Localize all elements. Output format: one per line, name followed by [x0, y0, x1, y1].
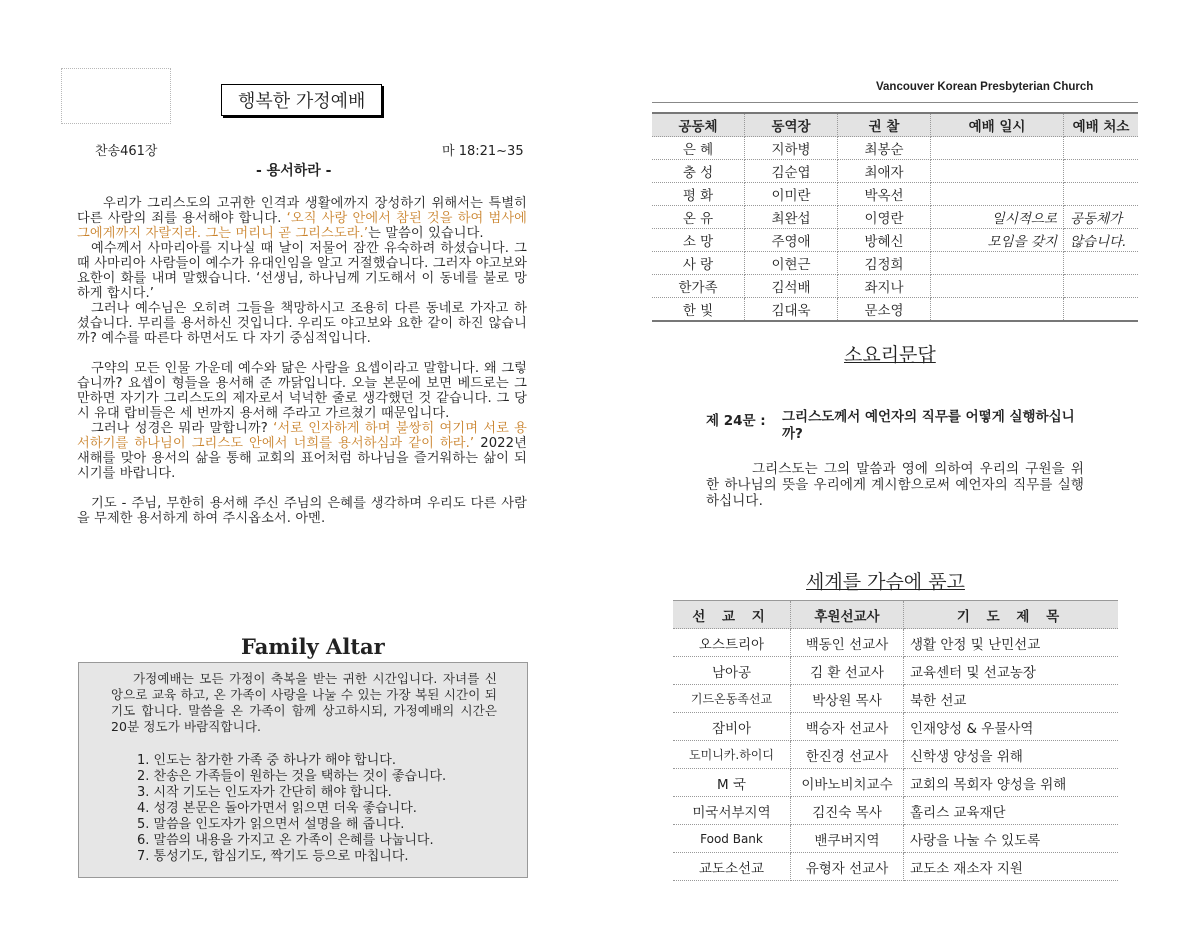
table-row: [673, 657, 1118, 685]
table-row: [652, 229, 1138, 252]
table-cell: [1064, 137, 1139, 160]
sermon-paragraph-3: 그러나 예수님은 오히려 그들을 책망하시고 조용히 다른 동네로 가자고 하셨습니다. 무리를 용서하신 것입니다. 우리도 야고보와 요한 같이 하진 않습니까? 예수를 따른다 하면서도 다 자기 중심적입니다.: [77, 301, 527, 346]
table-cell: 일시적으로: [931, 206, 1064, 229]
table-row: [673, 825, 1118, 853]
table-cell: 최완섭: [745, 206, 838, 229]
family-altar-intro: 가정예배는 모든 가정이 축복을 받는 귀한 시간입니다. 자녀를 신앙으로 교육 하고, 온 가족이 사랑을 나눌 수 있는 가장 복된 시간이 되기도 합니다. 말씀을 온 가족이 함께 상고하시되, 가정예배의 시간은 20분 정도가 바람직합니다.: [111, 671, 497, 734]
table-cell: 은 혜: [652, 137, 745, 160]
table-row: [673, 629, 1118, 657]
family-altar-title: Family Altar: [241, 634, 385, 659]
table-cell: 남아공: [673, 657, 791, 685]
table-cell: [1064, 183, 1139, 206]
list-item: 1. 인도는 참가한 가족 중 하나가 해야 합니다.: [137, 753, 396, 768]
table-cell: 소 망: [652, 229, 745, 252]
table-row: [652, 252, 1138, 275]
paragraph-text: 는 말씀이 있습니다.: [368, 226, 484, 241]
table-cell: [1064, 252, 1139, 275]
table-cell: M 국: [673, 769, 791, 797]
table-cell: 온 유: [652, 206, 745, 229]
table-cell: 평 화: [652, 183, 745, 206]
scripture-quote: ‘서로 인자하게 하며 불쌍히 여기며 서로 용서하기를 하나님이 그리스도 안에서 너희를 용서하심과 같이 하라.’: [77, 421, 528, 451]
list-item: 7. 통성기도, 합심기도, 짝기도 등으로 마칩니다.: [137, 849, 409, 864]
table-cell: 교도소선교: [673, 853, 791, 881]
list-item: 5. 말씀을 인도자가 읽으면서 설명을 해 줍니다.: [137, 817, 405, 832]
table-cell: 교육센터 및 선교농장: [904, 657, 1119, 685]
table-row: [673, 741, 1118, 769]
corner-placeholder-box: [61, 68, 171, 124]
table-row: [652, 206, 1138, 229]
table-row: [652, 183, 1138, 206]
table-cell: 김석배: [745, 275, 838, 298]
table-header-row: [652, 113, 1138, 137]
table-cell: 인재양성 & 우물사역: [904, 713, 1119, 741]
table-row: [673, 853, 1118, 881]
table-cell: 홀리스 교육재단: [904, 797, 1119, 825]
table-row: [673, 769, 1118, 797]
table-cell: 모임을 갖지: [931, 229, 1064, 252]
table-cell: 한 빛: [652, 298, 745, 322]
column-header: 예배 처소: [1064, 113, 1139, 137]
table-row: [673, 797, 1118, 825]
list-item: 3. 시작 기도는 인도자가 간단히 해야 합니다.: [137, 785, 392, 800]
missions-title: 세계를 가슴에 품고: [806, 571, 965, 593]
table-cell: 김대욱: [745, 298, 838, 322]
column-header: 후원선교사: [791, 601, 904, 629]
table-cell: 미국서부지역: [673, 797, 791, 825]
sermon-paragraph-1: [77, 196, 527, 241]
column-header: 예배 일시: [931, 113, 1064, 137]
church-name: Vancouver Korean Presbyterian Church: [876, 81, 1094, 93]
table-cell: [1064, 275, 1139, 298]
table-cell: 북한 선교: [904, 685, 1119, 713]
table-cell: 신학생 양성을 위해: [904, 741, 1119, 769]
table-cell: 공동체가: [1064, 206, 1139, 229]
table-cell: 한진경 선교사: [791, 741, 904, 769]
table-cell: 이바노비치교수: [791, 769, 904, 797]
scripture-reference: 마 18:21~35: [442, 144, 524, 159]
table-cell: 김정희: [838, 252, 931, 275]
table-row: [652, 275, 1138, 298]
missions-table: [673, 600, 1118, 881]
table-cell: 않습니다.: [1064, 229, 1139, 252]
fellowship-schedule-table: [652, 112, 1138, 322]
table-cell: 유형자 선교사: [791, 853, 904, 881]
table-cell: 김진숙 목사: [791, 797, 904, 825]
catechism-title: 소요리문답: [844, 344, 936, 366]
catechism-answer: 그리스도는 그의 말씀과 영에 의하여 우리의 구원을 위한 하나님의 뜻을 우리에게 계시함으로써 예언자의 직무를 실행하십니다.: [706, 461, 1084, 509]
table-cell: [931, 252, 1064, 275]
table-cell: 박옥선: [838, 183, 931, 206]
table-cell: 방혜신: [838, 229, 931, 252]
table-row: [652, 298, 1138, 322]
table-cell: 이미란: [745, 183, 838, 206]
table-cell: 좌지나: [838, 275, 931, 298]
sermon-paragraph-2: 예수께서 사마리아를 지나실 때 날이 저물어 잠깐 유숙하려 하셨습니다. 그때 사마리아 사람들이 예수가 유대인임을 알고 거절했습니다. 그러자 야고보와 요한이 화를 내며 말했습니다. ‘선생님, 하나님께 기도해서 이 동네를 불로 망하게 합시다.’: [77, 241, 527, 301]
table-cell: 백동인 선교사: [791, 629, 904, 657]
table-row: [652, 160, 1138, 183]
table-cell: [1064, 298, 1139, 322]
table-cell: [1064, 160, 1139, 183]
sermon-body: [77, 196, 527, 526]
family-altar-list: [137, 753, 446, 865]
table-cell: 이영란: [838, 206, 931, 229]
sermon-title: - 용서하라 -: [256, 163, 332, 179]
table-cell: [931, 183, 1064, 206]
table-cell: 최봉순: [838, 137, 931, 160]
table-cell: 생활 안정 및 난민선교: [904, 629, 1119, 657]
table-row: [652, 137, 1138, 160]
table-cell: 김 환 선교사: [791, 657, 904, 685]
column-header: 기 도 제 목: [904, 601, 1119, 629]
table-cell: 김순엽: [745, 160, 838, 183]
paragraph-text: 2022년 새해를 맞아 용서의 삶을 통해 교회의 표어처럼 하나님을 즐거워하는 삶이 되시기를 바랍니다.: [77, 436, 527, 481]
family-altar-box: [78, 662, 528, 878]
table-cell: 오스트리아: [673, 629, 791, 657]
table-cell: 잠비아: [673, 713, 791, 741]
table-header-row: [673, 601, 1118, 629]
table-cell: [931, 275, 1064, 298]
sermon-paragraph-5: [77, 421, 527, 481]
table-cell: [931, 160, 1064, 183]
table-cell: 교회의 목회자 양성을 위해: [904, 769, 1119, 797]
catechism-question: 그리스도께서 예언자의 직무를 어떻게 실행하십니까?: [782, 409, 1075, 442]
sermon-paragraph-4: 구약의 모든 인물 가운데 예수와 닮은 사람을 요셉이라고 말합니다. 왜 그렇습니까? 요셉이 형들을 용서해 준 까닭입니다. 오늘 본문에 보면 베드로는 그만하면 자기가 그리스도의 제자로서 넉넉한 줄로 생각했던 것 같습니다. 그 당시 유대 랍비들은 세 번까지 용서해 주라고 가르쳤기 때문입니다.: [77, 361, 527, 421]
table-cell: 최애자: [838, 160, 931, 183]
list-item: 6. 말씀의 내용을 가지고 온 가족이 은혜를 나눕니다.: [137, 833, 434, 848]
hymn-number: 찬송461장: [95, 144, 158, 159]
paragraph-text: 우리가 그리스도의 고귀한 인격과 생활에까지 장성하기 위해서는 특별히 다른 사람의 죄를 용서해야 합니다.: [77, 196, 527, 226]
table-cell: 교도소 재소자 지원: [904, 853, 1119, 881]
page-title: 행복한 가정예배: [221, 84, 382, 116]
table-cell: 문소영: [838, 298, 931, 322]
table-cell: 백승자 선교사: [791, 713, 904, 741]
column-header: 동역장: [745, 113, 838, 137]
table-cell: 사 랑: [652, 252, 745, 275]
table-cell: 지하병: [745, 137, 838, 160]
missions-table-wrap: [673, 600, 1118, 881]
table-cell: 사랑을 나눌 수 있도록: [904, 825, 1119, 853]
table-row: [673, 713, 1118, 741]
column-header: 권 찰: [838, 113, 931, 137]
table-cell: 박상원 목사: [791, 685, 904, 713]
table-cell: 한가족: [652, 275, 745, 298]
table-cell: 기드온동족선교: [673, 685, 791, 713]
table-cell: [931, 298, 1064, 322]
fellowship-schedule-table-wrap: [652, 102, 1138, 322]
list-item: 4. 성경 본문은 돌아가면서 읽으면 더욱 좋습니다.: [137, 801, 417, 816]
table-cell: 이현근: [745, 252, 838, 275]
list-item: 2. 찬송은 가족들이 원하는 것을 택하는 것이 좋습니다.: [137, 769, 447, 784]
column-header: 선 교 지: [673, 601, 791, 629]
table-cell: 주영애: [745, 229, 838, 252]
closing-prayer: 기도 - 주님, 무한히 용서해 주신 주님의 은혜를 생각하며 우리도 다른 사람을 무제한 용서하게 하여 주시옵소서. 아멘.: [77, 496, 527, 526]
table-row: [673, 685, 1118, 713]
catechism-question-label: 제 24문 :: [706, 413, 766, 429]
table-cell: 밴쿠버지역: [791, 825, 904, 853]
scripture-quote: ‘오직 사랑 안에서 참된 것을 하여 범사에 그에게까지 자랄지라. 그는 머리니 곧 그리스도라.’: [77, 211, 528, 241]
column-header: 공동체: [652, 113, 745, 137]
table-cell: [931, 137, 1064, 160]
table-cell: 충 성: [652, 160, 745, 183]
paragraph-text: 그러나 성경은 뭐라 말합니까?: [91, 421, 268, 436]
table-cell: 도미니카.하이디: [673, 741, 791, 769]
table-cell: Food Bank: [673, 825, 791, 853]
